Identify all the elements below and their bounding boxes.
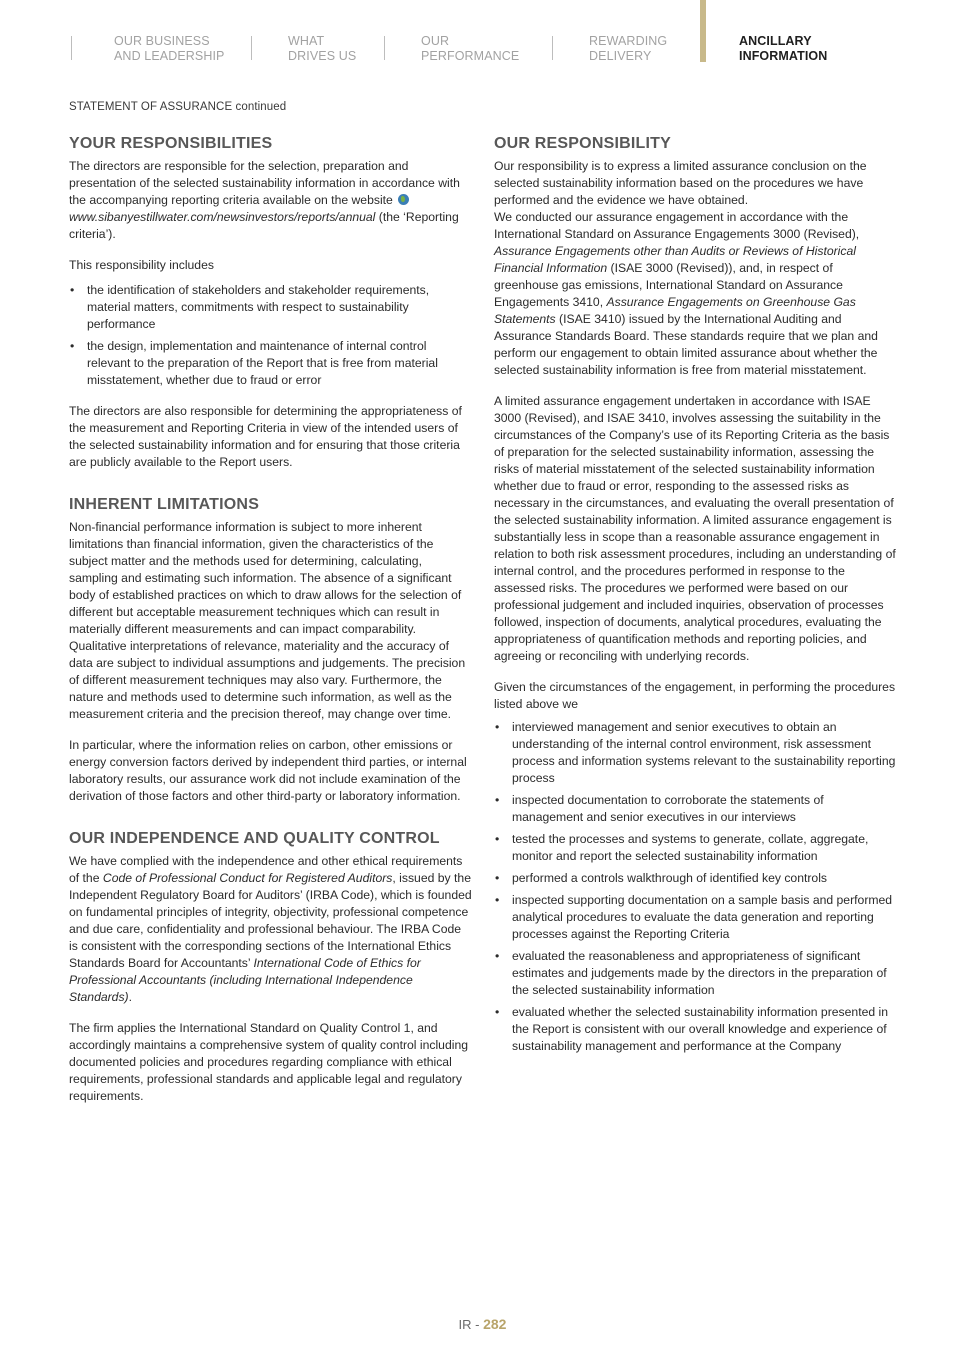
nav-item-line: AND LEADERSHIP [114, 49, 225, 63]
list-item: • tested the processes and systems to generate, collate, aggregate, monitor and report the selected sustainability information [494, 831, 898, 865]
nav-item-line: WHAT [288, 34, 325, 48]
globe-icon [398, 194, 409, 205]
text-run: . [128, 990, 133, 1004]
nav-item-line: INFORMATION [739, 49, 828, 63]
nav-item-line: DRIVES US [288, 49, 357, 63]
section-nav [0, 0, 965, 80]
section-title-inherent-limitations: INHERENT LIMITATIONS [69, 496, 260, 513]
nav-item-rewarding-delivery[interactable] [589, 34, 667, 64]
nav-item-line: DELIVERY [589, 49, 652, 63]
paragraph [69, 158, 473, 243]
text-run: (ISAE 3410) issued by the International Auditing and Assurance Standards Board. These standards require that we plan and perform our engagement to obtain limited assurance about whether the selected sustainability information is free from material misstatement. [494, 312, 878, 377]
nav-item-line: PERFORMANCE [421, 49, 520, 63]
text-run: We have complied with the independence and other ethical requirements of the [69, 854, 463, 885]
text-run: The directors are responsible for the selection, preparation and presentation of the selected sustainability information in accordance with the accompanying reporting criteria available on the website [69, 159, 460, 207]
website-link[interactable]: www.sibanyestillwater.com/newsinvestors/reports/annual [69, 210, 376, 224]
text-run: , issued by the Independent Regulatory Board for Auditors’ (IRBA Code), which is founded on fundamental principles of integrity, objectivity, professional competence and due care, confidentiality and professional behaviour. The IRBA Code is consistent with the corresponding sections of the International Ethics Standards Board for Accountants’ [69, 871, 472, 970]
list-item: • the design, implementation and maintenance of internal control relevant to the preparation of the Report that is free from material misstatement, whether due to fraud or error [69, 338, 473, 389]
list-item: • inspected supporting documentation on a sample basis and performed analytical procedures to evaluate the data generation and reporting processes against the Reporting Criteria [494, 892, 898, 943]
nav-separator [71, 36, 72, 60]
paragraph: This responsibility includes [69, 258, 214, 272]
paragraph [69, 853, 473, 1006]
page-footer [0, 1316, 965, 1332]
list-item: • interviewed management and senior executives to obtain an understanding of the internal control environment, risk assessment process and information systems relevant to the sustainability reporting process [494, 719, 898, 787]
nav-item-our-business[interactable] [114, 34, 224, 64]
paragraph: Given the circumstances of the engagement, in performing the procedures listed above we [494, 680, 896, 711]
list-item: • evaluated the reasonableness and appropriateness of significant estimates and judgements made by the directors in the preparation of the selected sustainability information [494, 948, 898, 999]
nav-separator [251, 36, 252, 60]
list-item: • inspected documentation to corroborate the statements of management and senior executives in our interviews [494, 792, 898, 826]
nav-item-line: OUR [421, 34, 450, 48]
text-run: (ISAE 3000 (Revised)), and, in respect of greenhouse gas emissions, International Standard on Assurance Engagements 3410, [494, 261, 843, 309]
nav-separator [384, 36, 385, 60]
right-column [494, 134, 898, 1069]
nav-active-indicator [700, 0, 706, 62]
nav-item-line: REWARDING [589, 34, 668, 48]
text-run: (the ‘Reporting criteria’). [69, 210, 459, 241]
paragraph [494, 209, 898, 379]
list-item: • the identification of stakeholders and stakeholder requirements, material matters, commitments with respect to sustainability performance [69, 282, 473, 333]
page-number: 282 [483, 1316, 507, 1332]
bullet-list [494, 719, 898, 1055]
nav-item-our-performance[interactable] [421, 34, 519, 64]
paragraph: Non-financial performance information is subject to more inherent limitations than financial information, given the characteristics of the subject matter and the methods used for determining, calculating, sampling and estimating such information. The absence of a significant body of established practices on which to draw allows for the selection of different but acceptable measurement techniques which can result in materially different measurements and can impact comparability. Qualitative interpretations of relevance, materiality and the accuracy of data are subject to individual assumptions and judgements. The precision of different measurement techniques may also vary. Furthermore, the nature and methods used to determine such information, as well as the measurement criteria and the precision thereof, may change over time. [69, 520, 466, 721]
text-italic: Assurance Engagements on Greenhouse Gas Statements [494, 295, 856, 326]
text-run: We conducted our assurance engagement in accordance with the International Standard on Assurance Engagements 3000 (Revised), [494, 210, 860, 241]
paragraph: A limited assurance engagement undertaken in accordance with ISAE 3000 (Revised), and ISAE 3410, involves assessing the suitability in the circumstances of the Company’s use of its Reporting Criteria as the basis of preparation for the selected sustainability information, assessing the risks of material misstatement of the selected sustainability information whether due to fraud or error, responding to the assessed risks as necessary in the circumstances, and evaluating the overall presentation of the selected sustainability information. A limited assurance engagement is substantially less in scope than a reasonable assurance engagement in relation to both risk assessment procedures, including an understanding of internal control, and the procedures performed in response to the assessed risks. The procedures we performed were based on our professional judgement and included inquiries, observation of processes followed, inspection of documents, analytical procedures, evaluating the appropriateness of quantification methods and reporting policies, and agreeing or reconciling with underlying records. [494, 394, 896, 663]
text-italic: Code of Professional Conduct for Registered Auditors [102, 871, 393, 885]
paragraph: Our responsibility is to express a limited assurance conclusion on the selected sustainability information based on the procedures we have performed and the evidence we have obtained. [494, 159, 867, 207]
section-title-our-responsibility: OUR RESPONSIBILITY [494, 135, 671, 152]
section-title-your-responsibilities: YOUR RESPONSIBILITIES [69, 135, 273, 152]
nav-separator [552, 36, 553, 60]
text-italic: International Code of Ethics for Professional Accountants (including International Independence Standards) [69, 956, 421, 1004]
nav-item-line: ANCILLARY [739, 34, 812, 48]
bullet-list [69, 282, 473, 389]
paragraph: In particular, where the information relies on carbon, other emissions or energy conversion factors derived by independent third parties, or internal laboratory results, our assurance work did not include examination of the derivation of those factors and other third-party or laboratory information. [69, 738, 467, 803]
text-italic: Assurance Engagements other than Audits or Reviews of Historical Financial Information [494, 244, 856, 275]
left-column [69, 134, 473, 1119]
paragraph: The firm applies the International Standard on Quality Control 1, and accordingly maintains a comprehensive system of quality control including documented policies and procedures regarding compliance with ethical requirements, professional standards and applicable legal and regulatory requirements. [69, 1021, 468, 1103]
section-title-independence: OUR INDEPENDENCE AND QUALITY CONTROL [69, 830, 440, 847]
running-header: STATEMENT OF ASSURANCE continued [69, 101, 287, 113]
paragraph: The directors are also responsible for determining the appropriateness of the measurement and Reporting Criteria in view of the intended users of the selected sustainability information and for ensuring that those criteria are publicly available to the Report users. [69, 404, 462, 469]
nav-item-what-drives-us[interactable] [288, 34, 356, 64]
nav-item-line: OUR BUSINESS [114, 34, 210, 48]
list-item: • performed a controls walkthrough of identified key controls [494, 870, 898, 887]
footer-prefix: IR - [458, 1317, 484, 1332]
nav-item-ancillary-information[interactable] [739, 34, 827, 64]
list-item: • evaluated whether the selected sustainability information presented in the Report is consistent with our overall knowledge and experience of sustainability management and performance at the Company [494, 1004, 898, 1055]
